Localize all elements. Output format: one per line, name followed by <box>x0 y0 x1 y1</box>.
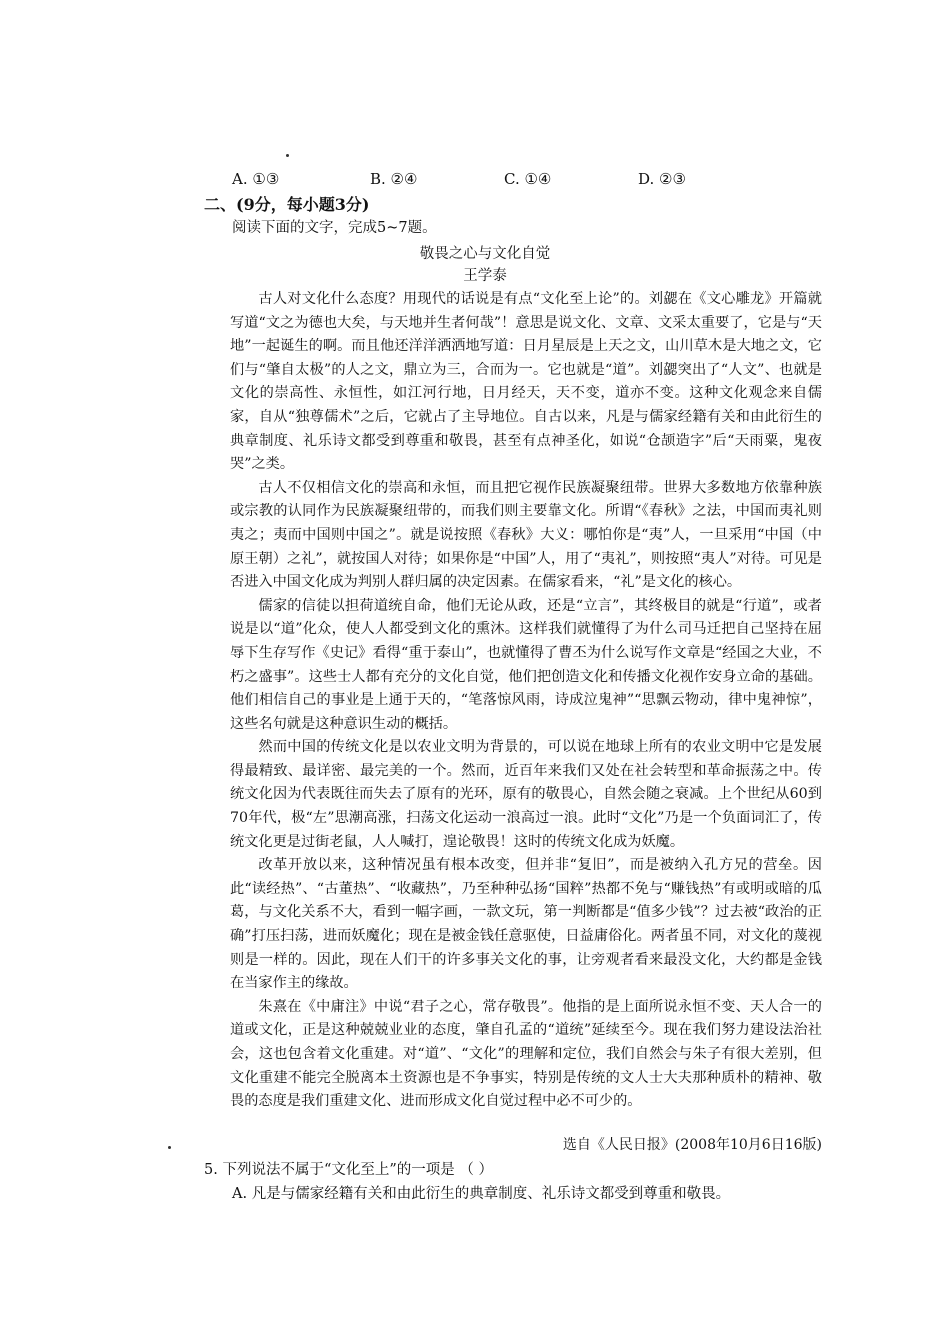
reading-instruction: 阅读下面的文字，完成5~7题。 <box>232 220 437 236</box>
article-body <box>230 288 822 1114</box>
article-title: 敬畏之心与文化自觉 <box>419 246 551 262</box>
scan-speck <box>168 1146 171 1149</box>
article-source: 选自《人民日报》(2008年10月6日16版) <box>562 1137 822 1153</box>
article-paragraph: 古人对文化什么态度？用现代的话说是有点“文化至上论”的。刘勰在《文心雕龙》开篇就写道“文之为德也大矣，与天地并生者何哉”！意思是说文化、文章、文采太重要了，它是与“天地”一起诞生的啊。而且他还洋洋洒洒地写道：日月星辰是上天之文，山川草木是大地之文，它们与“肇自太极”的人之文，鼎立为三，合而为一。它也就是“道”。刘勰突出了“人文”、也就是文化的崇高性、永恒性，如江河行地，日月经天，天不变，道亦不变。这种文化观念来自儒家，自从“独尊儒术”之后，它就占了主导地位。自古以来，凡是与儒家经籍有关和由此衍生的典章制度、礼乐诗文都受到尊重和敬畏，甚至有点神圣化，如说“仓颉造字”后“天雨粟，鬼夜哭”之类。 <box>230 291 822 473</box>
article-paragraph: 改革开放以来，这种情况虽有根本改变，但并非“复旧”，而是被纳入孔方兄的营垒。因此“读经热”、“古董热”、“收藏热”，乃至种种弘扬“国粹”热都不免与“赚钱热”有或明或暗的瓜葛，与文化关系不大，看到一幅字画，一款文玩，第一判断都是“值多少钱”？过去被“政治的正确”打压扫荡，进而妖魔化；现在是被金钱任意驱使，日益庸俗化。两者虽不同，对文化的蔑视则是一样的。因此，现在人们干的许多事关文化的事，让旁观者看来最没文化，大约都是金钱在当家作主的缘故。 <box>230 857 822 992</box>
article-paragraph: 然而中国的传统文化是以农业文明为背景的，可以说在地球上所有的农业文明中它是发展得最精致、最详密、最完美的一个。然而，近百年来我们又处在社会转型和革命振荡之中。传统文化因为代表既往而失去了原有的光环，原有的敬畏心，自然会随之衰减。上个世纪从60到70年代，极“左”思潮高涨，扫荡文化运动一浪高过一浪。此时“文化”乃是一个负面词汇了，传统文化更是过街老鼠，人人喊打，遑论敬畏！这时的传统文化成为妖魔。 <box>230 739 822 850</box>
option-a: A. ①③ <box>232 170 280 188</box>
question-5-stem: 5. 下列说法不属于“文化至上”的一项是 （ ） <box>204 1162 493 1178</box>
article-paragraph: 古人不仅相信文化的崇高和永恒，而且把它视作民族凝聚纽带。世界大多数地方依靠种族或宗教的认同作为民族凝聚纽带的，而我们则主要靠文化。所谓“《春秋》之法，中国而夷礼则夷之；夷而中国则中国之”。就是说按照《春秋》大义：哪怕你是“夷”人，一旦采用“中国（中原王朝）之礼”，就按国人对待；如果你是“中国”人，用了“夷礼”，则按照“夷人”对待。可见是否进入中国文化成为判别人群归属的决定因素。在儒家看来，“礼”是文化的核心。 <box>230 479 822 591</box>
article-author: 王学泰 <box>463 268 507 284</box>
section-heading: 二、(9分，每小题3分) <box>204 195 370 214</box>
option-b: B. ②④ <box>370 170 418 188</box>
article-paragraph: 儒家的信徒以担荷道统自命，他们无论从政，还是“立言”，其终极目的就是“行道”，或者说是以“道”化众，使人人都受到文化的熏沐。这样我们就懂得了为什么司马迁把自己坚持在屈辱下生存写作《史记》看得“重于泰山”，也就懂得了曹丕为什么说写作文章是“经国之大业，不朽之盛事”。这些士人都有充分的文化自觉，他们把创造文化和传播文化视作安身立命的基础。他们相信自己的事业是上通于天的，“笔落惊风雨，诗成泣鬼神”“思飘云物动，律中鬼神惊”，这些名句就是这种意识生动的概括。 <box>230 597 822 732</box>
question-5-option-a: A. 凡是与儒家经籍有关和由此衍生的典章制度、礼乐诗文都受到尊重和敬畏。 <box>232 1186 731 1202</box>
scan-speck <box>286 154 289 157</box>
option-c: C. ①④ <box>504 170 552 188</box>
answer-options-row <box>232 170 752 194</box>
option-d: D. ②③ <box>638 170 686 188</box>
article-paragraph: 朱熹在《中庸注》中说“君子之心，常存敬畏”。他指的是上面所说永恒不变、天人合一的道或文化，正是这种兢兢业业的态度，肇自孔孟的“道统”延续至今。现在我们努力建设法治社会，这也包含着文化重建。对“道”、“文化”的理解和定位，我们自然会与朱子有很大差别，但文化重建不能完全脱离本土资源也是不争事实，特别是传统的文人士大夫那种质朴的精神、敬畏的态度是我们重建文化、进而形成文化自觉过程中必不可少的。 <box>230 998 822 1110</box>
